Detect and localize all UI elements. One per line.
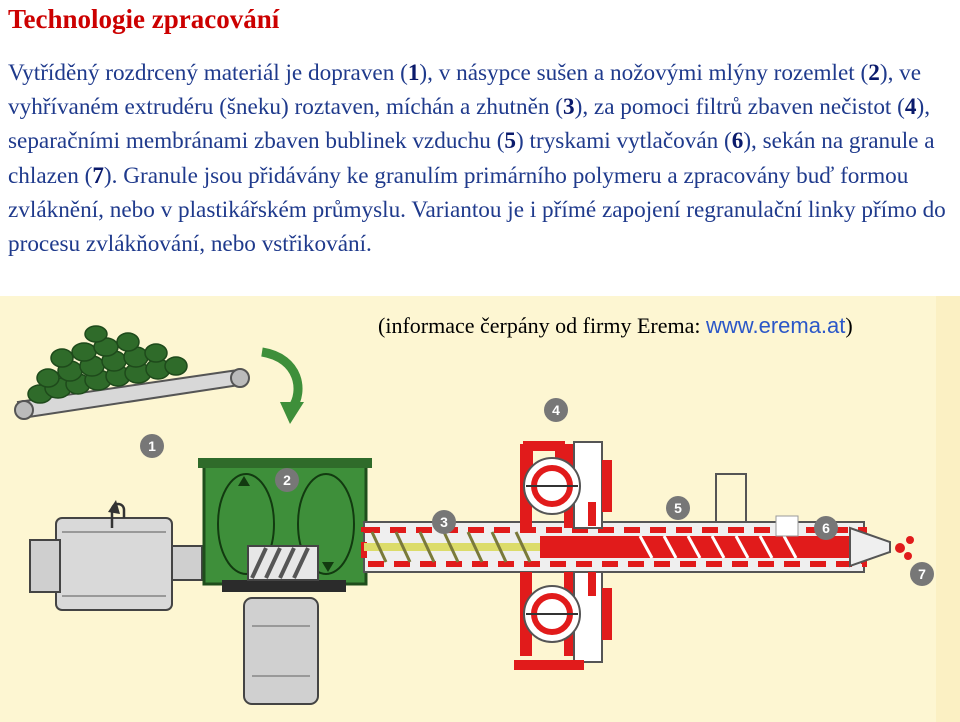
step-ref-7: 7 [92, 162, 104, 189]
badge-7-label: 7 [918, 566, 926, 582]
description-paragraph [8, 56, 956, 261]
step-ref-1: 1 [407, 60, 420, 86]
badge-5 [666, 496, 690, 520]
text-part: ). Granule jsou přidávány ke granulím primárního polymeru a zpracovány buď formou zvláknění, nebo v plastikářském průmyslu. Variantou je i přímé zapojení regranulační linky přímo do procesu zvlákňování, nebo vstřikování. [8, 162, 946, 258]
badge-6-label: 6 [822, 520, 830, 536]
source-prefix: (informace čerpány od firmy Erema: [378, 313, 707, 338]
step-ref-3: 3 [563, 94, 575, 121]
text-part: ), ve vyhřívaném extrudéru (šneku) roztaven, míchán a zhutněn ( [8, 60, 922, 121]
badge-5-label: 5 [674, 500, 682, 516]
badge-6 [814, 516, 838, 540]
text-part: ), sekán na granule a chlazen ( [8, 128, 935, 189]
gearbox [244, 598, 318, 704]
step-ref-6: 6 [731, 128, 744, 155]
source-note [378, 312, 853, 340]
badge-4 [544, 398, 568, 422]
degassing-port [776, 516, 798, 536]
badge-7 [910, 562, 934, 586]
text-part: ), separačními membránami zbaven bublinek vzduchu ( [8, 94, 931, 155]
badge-1-label: 1 [148, 438, 156, 454]
badge-2-label: 2 [283, 472, 291, 488]
text-part: ) tryskami vytlačován ( [516, 128, 732, 155]
recycling-line-diagram [0, 296, 960, 722]
badge-1 [140, 434, 164, 458]
badge-3-label: 3 [440, 514, 448, 530]
page-title: Technologie zpracování [8, 4, 280, 34]
badge-3 [432, 510, 456, 534]
step-ref-5: 5 [504, 128, 517, 155]
source-suffix: ) [845, 313, 853, 338]
right-edge-strip [936, 296, 960, 722]
text-part: ), v násypce sušen a nožovými mlýny rozemlet ( [419, 60, 869, 86]
text-part: ), za pomoci filtrů zbaven nečistot ( [574, 94, 905, 121]
step-ref-4: 4 [904, 94, 917, 121]
source-link[interactable]: www.erema.at [706, 313, 846, 338]
step-ref-2: 2 [868, 60, 880, 86]
badge-2 [275, 468, 299, 492]
badge-4-label: 4 [552, 402, 560, 418]
hopper-feed-screw [248, 546, 318, 580]
text-part: Vytříděný rozdrcený materiál je dopraven ( [8, 60, 408, 86]
